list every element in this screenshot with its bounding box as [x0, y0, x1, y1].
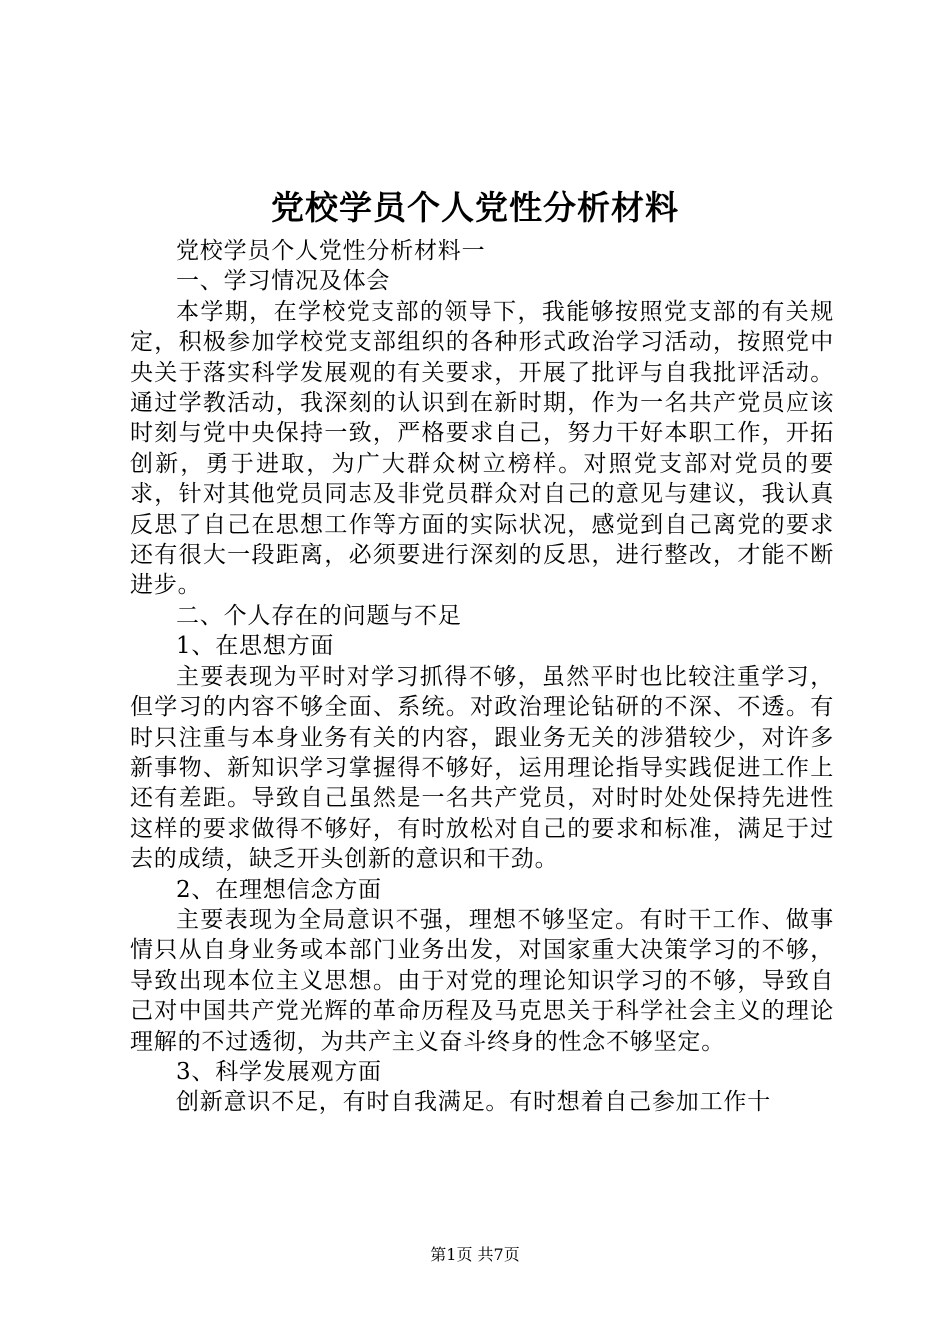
section-heading: 二、个人存在的问题与不足	[176, 602, 462, 629]
document-title: 党校学员个人党性分析材料	[271, 188, 679, 227]
page-footer: 第1页 共7页	[430, 1245, 520, 1264]
section-heading: 党校学员个人党性分析材料一	[176, 238, 486, 264]
body-paragraph: 主要表现为平时对学习抓得不够，虽然平时也比较注重学习，但学习的内容不够全面、系统。对政治理论钻研的不深、不透。有时只注重与本身业务有关的内容，跟业务无关的涉猎较少，对许多新事物、新知识学习掌握得不够好，运用理论指导实践促进工作上还有差距。导致自己虽然是一名共产党员，对时时处处保持先进性这样的要求做得不够好，有时放松对自己的要求和标准，满足于过去的成绩，缺乏开头创新的意识和干劲。	[130, 663, 834, 873]
body-paragraph: 创新意识不足，有时自我满足。有时想着自己参加工作十	[176, 1089, 771, 1116]
body-paragraph: 本学期，在学校党支部的领导下，我能够按照党支部的有关规定，积极参加学校党支部组织的各种形式政治学习活动，按照党中央关于落实科学发展观的有关要求，开展了批评与自我批评活动。通过学教活动，我深刻的认识到在新时期，作为一名共产党员应该时刻与党中央保持一致，严格要求自己，努力干好本职工作，开拓创新，勇于进取，为广大群众树立榜样。对照党支部对党员的要求，针对其他党员同志及非党员群众对自己的意见与建议，我认真反思了自己在思想工作等方面的实际状况，感觉到自己离党的要求还有很大一段距离，必须要进行深刻的反思，进行整改，才能不断进步。	[130, 298, 834, 599]
body-paragraph: 主要表现为全局意识不强，理想不够坚定。有时干工作、做事情只从自身业务或本部门业务出发，对国家重大决策学习的不够，导致出现本位主义思想。由于对党的理论知识学习的不够，导致自己对中国共产党光辉的革命历程及马克思关于科学社会主义的理论理解的不过透彻，为共产主义奋斗终身的性念不够坚定。	[130, 906, 834, 1055]
subsection-heading: 1、在思想方面	[176, 633, 335, 660]
document-body	[130, 236, 834, 1118]
subsection-heading: 2、在理想信念方面	[176, 876, 382, 903]
section-heading: 一、学习情况及体会	[176, 268, 391, 295]
subsection-heading: 3、科学发展观方面	[176, 1058, 382, 1085]
